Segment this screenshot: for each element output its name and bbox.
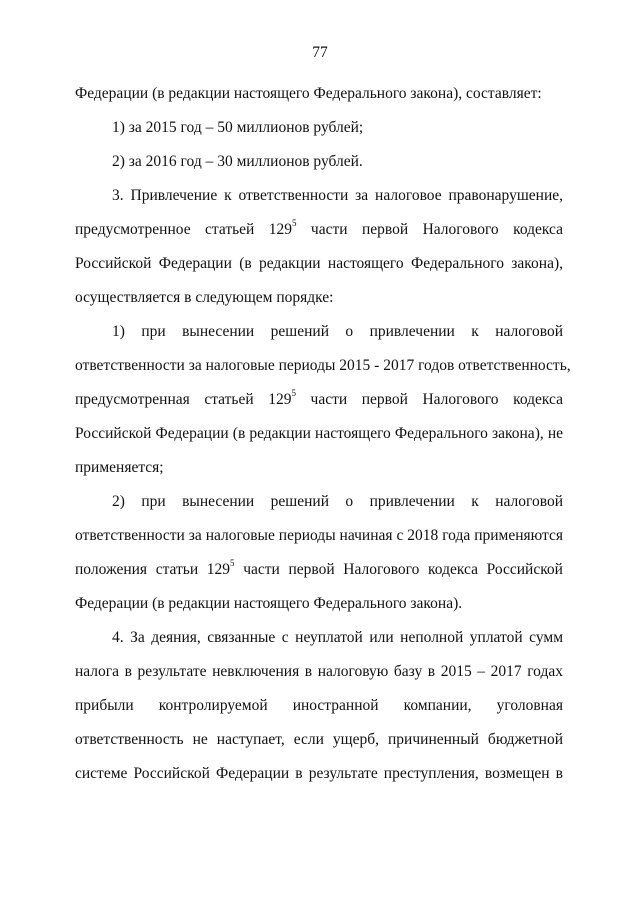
text-line xyxy=(75,387,564,410)
text-line: 2) за 2016 год – 30 миллионов рублей. xyxy=(112,153,363,170)
text-line-part: положения статьи 129 xyxy=(75,561,231,578)
text-line: 1) за 2015 год – 50 миллионов рублей; xyxy=(112,119,364,136)
text-line: 4. За деяния, связанные с неуплатой или неполной уплатой сумм xyxy=(112,629,563,646)
superscript: 5 xyxy=(292,217,297,228)
text-line-part: части первой Налогового кодекса Российской xyxy=(234,561,563,578)
text-line: Федерации (в редакции настоящего Федерального закона). xyxy=(75,595,463,612)
text-line: Федерации (в редакции настоящего Федерального закона), составляет: xyxy=(75,85,542,102)
text-line: осуществляется в следующем порядке: xyxy=(75,289,334,306)
text-line-part: предусмотренное статьей 129 xyxy=(75,221,293,238)
text-line: ответственность не наступает, если ущерб, причиненный бюджетной xyxy=(75,731,563,748)
text-line: 3. Привлечение к ответственности за налоговое правонарушение, xyxy=(112,187,563,204)
text-line: ответственности за налоговые периоды 2015 - 2017 годов ответственность, xyxy=(75,357,571,374)
text-line xyxy=(75,217,563,240)
text-line: Российской Федерации (в редакции настоящего Федерального закона), xyxy=(75,255,563,272)
text-line: 1) при вынесении решений о привлечении к налоговой xyxy=(112,323,563,340)
text-line: Российской Федерации (в редакции настоящего Федерального закона), не xyxy=(75,425,563,442)
text-line: применяется; xyxy=(75,459,164,476)
superscript: 5 xyxy=(230,557,235,568)
text-line: ответственности за налоговые периоды начиная с 2018 года применяются xyxy=(75,527,563,544)
text-line xyxy=(75,557,563,580)
text-line-part: части первой Налогового кодекса xyxy=(296,221,563,238)
superscript: 5 xyxy=(291,387,296,398)
text-line: системе Российской Федерации в результате преступления, возмещен в xyxy=(75,765,563,782)
text-line: прибыли контролируемой иностранной компании, уголовная xyxy=(75,697,563,714)
text-line: налога в результате невключения в налоговую базу в 2015 – 2017 годах xyxy=(75,663,563,680)
text-line: 2) при вынесении решений о привлечении к налоговой xyxy=(112,493,563,510)
text-line-part: предусмотренная статьей 129 xyxy=(75,391,292,408)
page-number: 77 xyxy=(312,44,328,61)
text-line-part: части первой Налогового кодекса xyxy=(295,391,564,408)
